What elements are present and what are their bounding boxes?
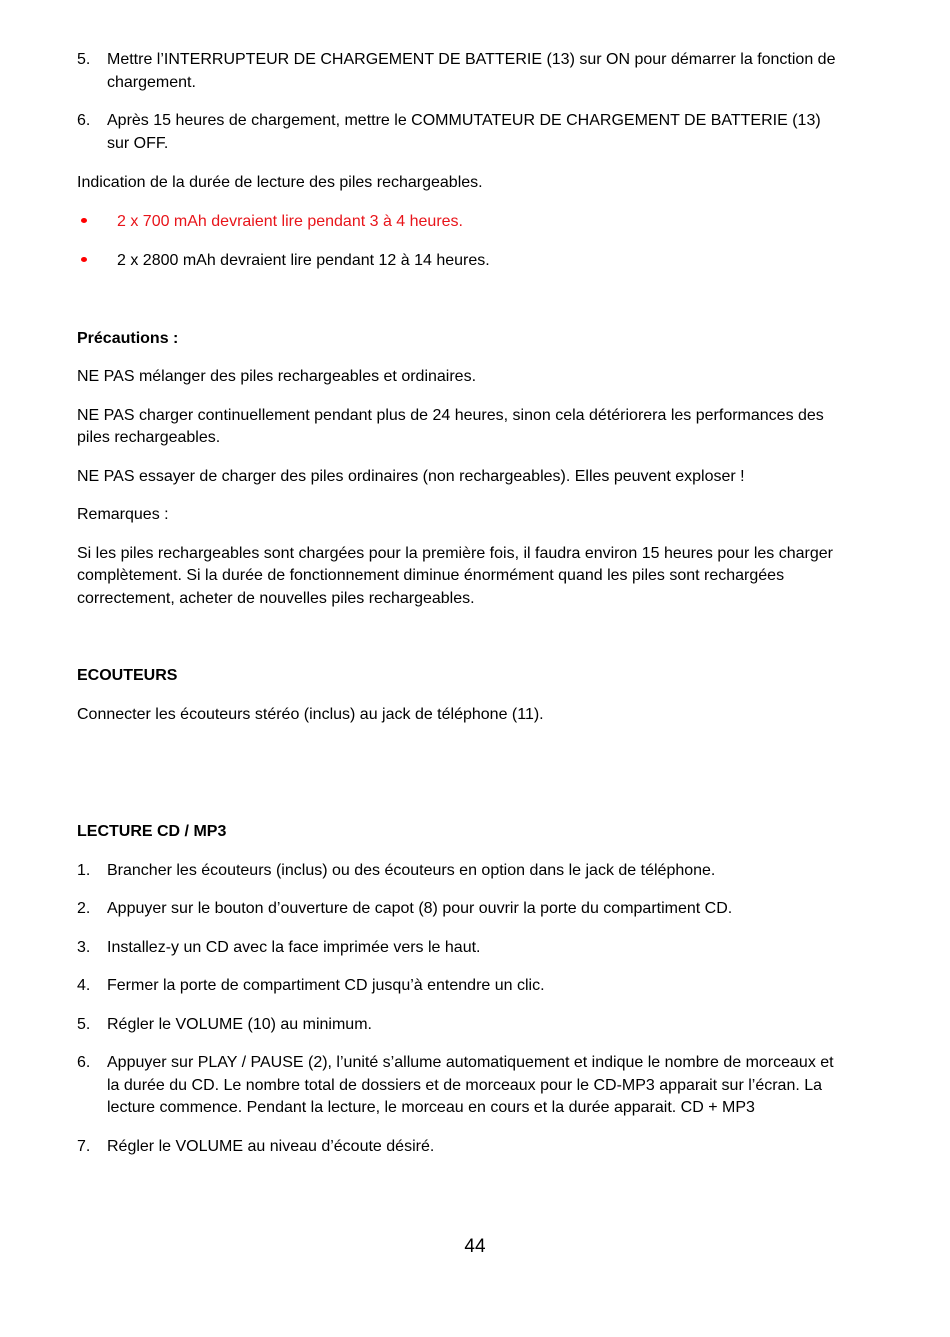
lecture-step-3 — [77, 937, 837, 960]
lecture-step-7 — [77, 1136, 837, 1159]
lecture-step-2 — [77, 898, 837, 921]
step-number: 6. — [77, 112, 91, 129]
bullet-dot-icon — [77, 250, 117, 273]
document-page — [77, 49, 837, 1158]
lecture-step-5 — [77, 1014, 837, 1037]
ecouteurs-heading: ECOUTEURS — [77, 667, 178, 684]
step-text: Régler le VOLUME (10) au minimum. — [107, 1015, 372, 1033]
step-number: 5. — [77, 51, 91, 68]
page-number: 44 — [464, 1236, 486, 1257]
step-text: Brancher les écouteurs (inclus) ou des écouteurs en option dans le jack de téléphone. — [107, 861, 716, 879]
ecouteurs-text: Connecter les écouteurs stéréo (inclus) au jack de téléphone (11). — [77, 705, 544, 723]
step-number: 6. — [77, 1054, 91, 1071]
step-text: Après 15 heures de chargement, mettre le COMMUTATEUR DE CHARGEMENT DE BATTERIE (13) sur OFF. — [107, 112, 821, 152]
precaution-line: NE PAS mélanger des piles rechargeables et ordinaires. — [77, 368, 477, 385]
step-number: 4. — [77, 977, 91, 994]
precaution-line: NE PAS charger continuellement pendant plus de 24 heures, sinon cela détériorera les performances des piles rechargeables. — [77, 406, 824, 446]
remarks-label: Remarques : — [77, 506, 169, 523]
precautions-heading: Précautions : — [77, 329, 179, 347]
playtime-intro: Indication de la durée de lecture des piles rechargeables. — [77, 174, 483, 191]
playtime-bullet — [77, 250, 837, 273]
step-number: 5. — [77, 1015, 91, 1033]
charge-step-6 — [77, 110, 837, 155]
step-text: Appuyer sur PLAY / PAUSE (2), l’unité s’allume automatiquement et indique le nombre de morceaux et la durée du CD. Le nombre total de dossiers et de morceaux pour le CD-MP3 apparait sur l’écran. La lecture commence. Pendant la lecture, le morceau en cours et la durée apparait. CD + MP3 — [107, 1054, 834, 1116]
lecture-step-4 — [77, 975, 837, 998]
bullet-text: 2 x 2800 mAh devraient lire pendant 12 à 14 heures. — [117, 252, 490, 269]
precaution-line: NE PAS essayer de charger des piles ordinaires (non rechargeables). Elles peuvent exploser ! — [77, 467, 745, 485]
step-text: Mettre l’INTERRUPTEUR DE CHARGEMENT DE BATTERIE (13) sur ON pour démarrer la fonction de chargement. — [107, 51, 836, 91]
playtime-bullet — [77, 211, 837, 234]
bullet-dot-icon — [77, 211, 117, 234]
step-text: Régler le VOLUME au niveau d’écoute désiré. — [107, 1137, 435, 1155]
step-text: Installez-y un CD avec la face imprimée vers le haut. — [107, 938, 481, 956]
step-number: 3. — [77, 938, 91, 956]
lecture-step-1 — [77, 860, 837, 883]
step-number: 7. — [77, 1137, 91, 1155]
bullet-text: 2 x 700 mAh devraient lire pendant 3 à 4 heures. — [117, 212, 463, 230]
remarks-text: Si les piles rechargeables sont chargées pour la première fois, il faudra environ 15 heures pour les charger complètement. Si la durée de fonctionnement diminue énormément quand les piles sont rechargées correctement, acheter de nouvelles piles rechargeables. — [77, 544, 833, 607]
lecture-heading: LECTURE CD / MP3 — [77, 823, 227, 840]
charge-step-5 — [77, 49, 837, 94]
lecture-step-6 — [77, 1052, 837, 1120]
step-number: 2. — [77, 900, 91, 917]
step-text: Fermer la porte de compartiment CD jusqu’à entendre un clic. — [107, 977, 545, 994]
step-text: Appuyer sur le bouton d’ouverture de capot (8) pour ouvrir la porte du compartiment CD. — [107, 900, 733, 917]
step-number: 1. — [77, 861, 91, 879]
